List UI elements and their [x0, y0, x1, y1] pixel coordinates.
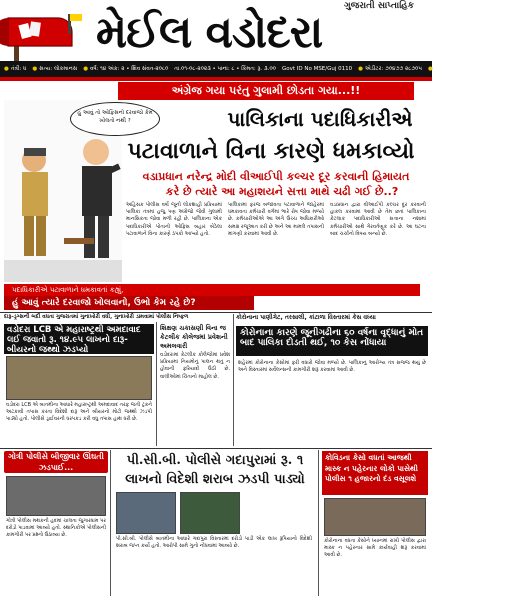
lead-headline-2: પટાવાળાને વિના કારણે ધમકાવ્યો [127, 138, 415, 164]
lead-column: પાલિકામાં ફરજ બજાવતા પટાવાળાને જાહેરમાં ધમકાવતા કર્મચારી વર્ગમાં ભારે રોષ જોવા મળ્યો છે. કર્મચારીઓએ આ અંગે ઉચ્ચ અધિકારીઓ સમક્ષ રજૂઆત કરી છે અને આ મામલે તપાસની માંગણી કરવામાં આવી છે. [228, 202, 324, 237]
info-item: ● વર્ષ: ૧૪ અંક: ૨ • શિવ સંવત-૨૦૮૦ [83, 65, 169, 72]
gotri-kicker: ગોત્રી પોલીસે બીજીવાર ઊંઘતી ઝડપાઈ... [4, 451, 108, 473]
lead-subhead-2: કરે છે ત્યારે આ મહાશયને સત્તા માથે ચઢી ગઈ છે..? [165, 185, 399, 198]
story-c-strap: કોરોનાના પાણીગેટ, તરસાલી, કાંટાળા વિસ્તારમાં કેસ વધ્યા [236, 314, 376, 321]
lead-column: અહિંસક પોલીસ વર્ષો જૂની લોકશાહી પ્રક્રિયામાં પાલિકા તંત્રમાં હજુ પણ અંગ્રેજો જેવી ગુલામી માનસિકતા જોવા મળી રહી છે. પાલિકાના એક પદાધિકારીએ પોતાની ઓફિસ બહાર બેઠેલા પટાવાળાને વિના કારણે ઠપકો આપ્યો હતો. [126, 202, 222, 237]
pcb-headline-1: પી.સી.બી. પોલીસે ગદાપુરામાં રૂ. ૧ [126, 453, 304, 468]
divider [110, 450, 111, 596]
divider [0, 77, 432, 81]
gotri-photo [6, 476, 106, 516]
divider [233, 314, 234, 446]
covid-body: કોરોનાના વધતા કેસોને ધ્યાનમાં રાખી પોલીસ દ્વારા માસ્ક ન પહેરનાર સામે કાર્યવાહી શરૂ કરવામાં આવી છે. [324, 538, 426, 559]
info-item: ● ઈમેઇલ: mailvadodara@gmail.com [427, 65, 526, 72]
lead-body [126, 202, 426, 284]
divider [0, 448, 432, 449]
gotri-body: ગોત્રી પોલીસ મથકની હદમાં ચાલતા જુગારધામ પર દરોડો પાડવામાં આવ્યો હતો. સ્થાનિકોએ પોલીસની કામગીરી પર પ્રશ્નો ઉઠાવ્યા છે. [6, 518, 106, 539]
row2-strap: દારૂ-ડ્રગ્સની બદી વધતા ગુજરાતમાં ગુનાખોરી વધી, ગુનાખોરી ડામવામાં પોલીસ નિષ્ફળ [4, 314, 189, 320]
pcb-headline-2: લાખનો વિદેશી શરાબ ઝડપી પાડ્યો [125, 472, 305, 487]
pcb-photo [116, 492, 176, 534]
covid-headline: કોવિડના કેસો વધતાં આજથી માસ્ક ન પહેરનાર લોકો પાસેથી પોલીસ ૧ હજારનો દંડ વસૂલશે [322, 451, 428, 495]
story-a-headline: વડોદરા LCB એ મહારાષ્ટ્રથી અમદાવાદ લઈ જવાતો રૂ. ૧૪.૯૫ લાખનો દારૂ-બીયરનો જથ્થો ઝડપ્યો [4, 324, 154, 354]
story-a-body: વડોદરા LCB એ બાતમીના આધારે મહારાષ્ટ્રથી અમદાવાદ તરફ જતી ટ્રકને અટકાવી તપાસ કરતા વિદેશી દારૂ અને બીયરનો મોટો જથ્થો ઝડપી પાડ્યો હતો. પોલીસે ડ્રાઈવરની ધરપકડ કરી વધુ તપાસ હાથ ધરી છે. [6, 402, 152, 423]
speech-bubble: હું આવું તો ઓફિસનો દરવાજો કેમ ખોલતો નથી ? [70, 102, 160, 136]
lead-banner: અંગ્રેજ ગયા પરંતુ ગુલામી છોડતા ગયા...!! [118, 82, 414, 100]
story-a-photo [6, 356, 152, 400]
info-item: ● તંત્રી: ધ [4, 65, 27, 72]
info-bar [0, 61, 526, 77]
lead-column: વડાપ્રધાન દ્વારા વીઆઈપી કલ્ચર દૂર કરવાની હાકલ કરવામાં આવી છે તેમ છતાં પાલિકાના કેટલાક પદાધિકારીઓ સત્તાના નશામાં કર્મચારીઓ સાથે ગેરવર્તણૂક કરે છે. આ ઘટના બાદ ચર્ચાનો વિષય બન્યો છે. [330, 202, 426, 237]
story-c-headline: કોરોનાના કારણે જૂનીગઢીના ૬૦ વર્ષના વૃદ્ધાનું મોત બાદ પાલિકા દોડતી થઈ, ૧૦ કેસ નોંધાયા [236, 326, 428, 356]
pcb-body: પી.સી.બી. પોલીસે બાતમીના આધારે ગદાપુરા વિસ્તારમાં દરોડો પાડી એક લાખ રૂપિયાનો વિદેશી શરાબ જપ્ત કર્યો હતો. આરોપી સામે ગુનો નોંધવામાં આવ્યો છે. [116, 536, 312, 550]
covid-photo [324, 498, 426, 536]
info-item: ● એડીટર: ૭૦૪૭૭ ૨૮૭૦૫ [358, 65, 422, 72]
divider [0, 312, 432, 313]
divider [156, 322, 157, 446]
lead-headline-1: પાલિકાના પદાધિકારીએ [227, 107, 413, 131]
info-item: Govt ID No MSE/Guj 0110 [281, 66, 353, 72]
story-b-headline: શિક્ષણ ચકાસણી વિના જ કેટલીક કોલેજમાં પ્રવેશની અમલવારી [160, 324, 228, 350]
info-item: ● સત્ય: લોકમાનસ [32, 65, 78, 72]
divider [318, 450, 319, 596]
masthead-title: મેઈલ વડોદરા [96, 7, 323, 58]
info-item: તા.૦૧-૦૮-૨૦૨૩ • પાના: ૮ • કિંમત: રૂ. ૩.૦૦ [174, 65, 276, 72]
lead-subhead-1: વડાપ્રધાન નરેન્દ્ર મોદી વીઆઈપી કલ્ચર દૂર કરવાની હિમાયત [142, 170, 410, 183]
lead-caption: પદાધિકારીએ પટાવાળાને ધમકાવતાં કહ્યું, [4, 284, 420, 296]
lead-caption-quote: હું આવું ત્યારે દરવાજો ખોલવાનો, ઉભો કેમ રહે છે? [4, 296, 254, 310]
story-b-body: વડોદરામાં કેટલીક કોલેજોમાં પ્રવેશ પ્રક્રિયામાં નિયમોનું પાલન થતું ન હોવાની ફરિયાદો ઉઠી છે. વાલીઓમાં ચિંતાનો માહોલ છે. [160, 352, 230, 380]
masthead-tagline: ગુજરાતી સાપ્તાહિક [344, 1, 414, 11]
pcb-photo [180, 492, 240, 534]
story-c-body: શહેરમાં કોરોનાના કેસોમાં ફરી વધારો જોવા મળ્યો છે. પાલિકાનું આરોગ્ય તંત્ર સજ્જ થયું છે અને વિસ્તારમાં સર્વેલન્સની કામગીરી શરૂ કરવામાં આવી છે. [238, 360, 426, 374]
